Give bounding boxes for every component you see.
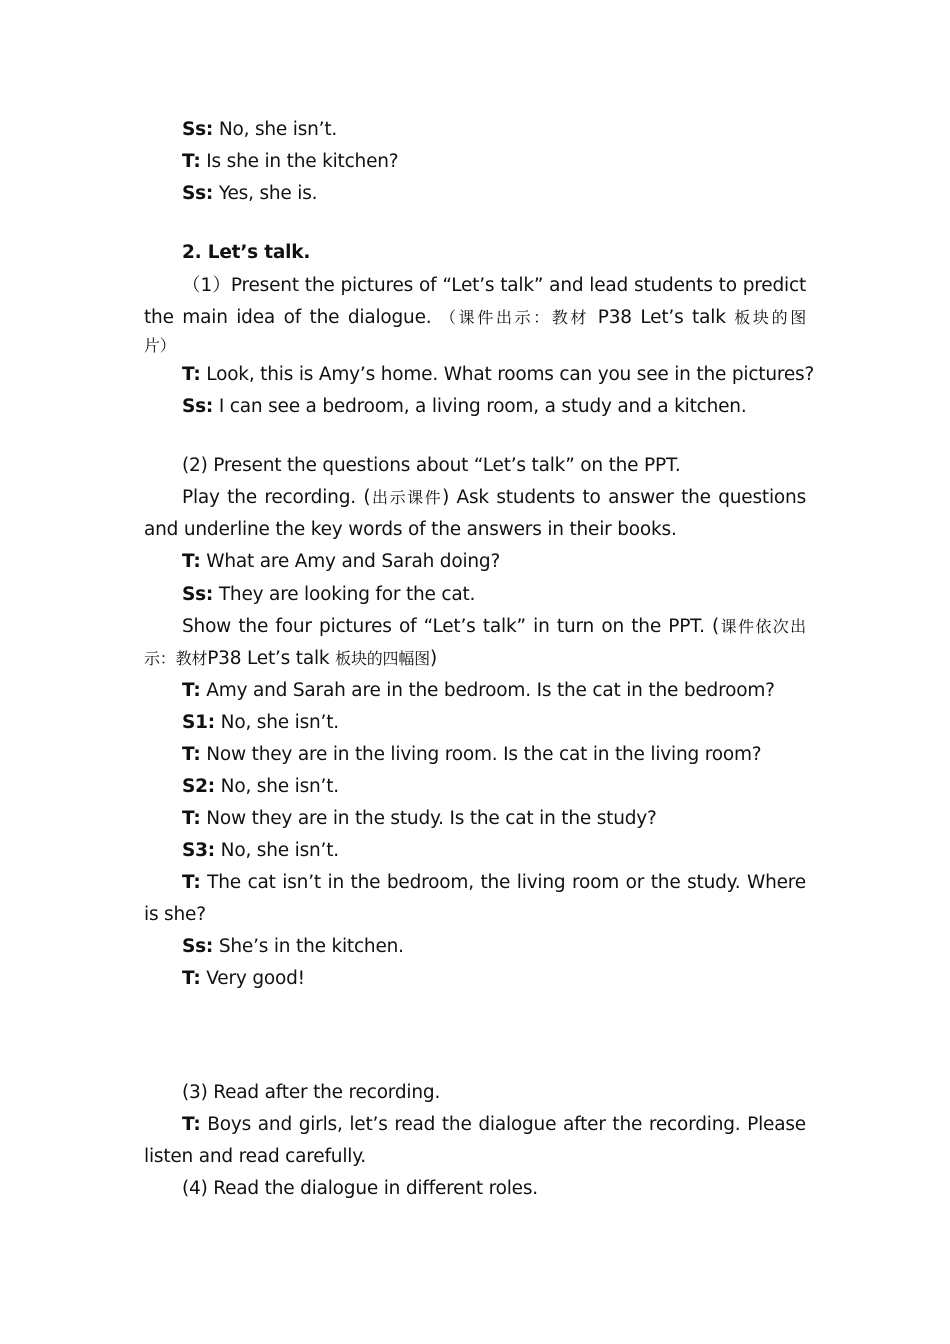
speaker-label: T: (182, 872, 201, 893)
paragraph-line: (2) Present the questions about “Let’s talk” on the PPT. (182, 455, 681, 476)
dialogue-line (182, 775, 339, 799)
line-text: Very good! (200, 968, 305, 989)
speaker-label: T: (182, 968, 201, 989)
line-text: Now they are in the study. Is the cat in the study? (200, 808, 657, 829)
line-text: No, she isn’t. (213, 119, 338, 140)
chinese-note: （课件出示：教材 (440, 308, 590, 327)
line-text: Play the recording. ( (182, 487, 371, 508)
speaker-label: Ss: (182, 119, 214, 140)
paragraph-line: is she? (144, 904, 206, 925)
dialogue-line (182, 1113, 806, 1137)
line-text: I can see a bedroom, a living room, a study and a kitchen. (213, 396, 747, 417)
paragraph-line: (4) Read the dialogue in different roles. (182, 1178, 538, 1199)
dialogue-line (182, 839, 339, 863)
chinese-note: 板块的图 (734, 308, 807, 327)
line-text: The cat isn’t in the bedroom, the living room or the study. Where (200, 872, 806, 893)
line-text: No, she isn’t. (215, 776, 339, 797)
dialogue-line (182, 395, 747, 419)
line-text: Look, this is Amy’s home. What rooms can you see in the pictures? (200, 364, 815, 385)
speaker-label: T: (182, 364, 201, 385)
speaker-label: T: (182, 151, 201, 172)
speaker-label: T: (182, 744, 201, 765)
paragraph-line (144, 647, 437, 671)
line-text: the main idea of the dialogue. (144, 307, 432, 328)
line-text: Amy and Sarah are in the bedroom. Is the cat in the bedroom? (200, 680, 775, 701)
line-text: No, she isn’t. (215, 840, 339, 861)
paragraph-line (144, 306, 806, 330)
speaker-label: T: (182, 808, 201, 829)
line-text: ) Ask students to answer the questions (442, 487, 807, 508)
chinese-note: 片） (144, 336, 176, 355)
dialogue-line (182, 743, 761, 767)
dialogue-line (182, 871, 806, 895)
chinese-note: 板块的四幅图 (335, 649, 430, 668)
speaker-label: Ss: (182, 936, 214, 957)
line-text: What are Amy and Sarah doing? (200, 551, 501, 572)
line-text: Is she in the kitchen? (200, 151, 399, 172)
dialogue-line (182, 967, 305, 991)
line-text: They are looking for the cat. (213, 584, 476, 605)
line-text: She’s in the kitchen. (213, 936, 404, 957)
paragraph-line: listen and read carefully. (144, 1146, 366, 1167)
line-text: Show the four pictures of “Let’s talk” in turn on the PPT. ( (182, 616, 720, 637)
line-text: P38 Let’s talk (207, 648, 330, 669)
dialogue-line (182, 550, 500, 574)
paragraph-line: （1）Present the pictures of “Let’s talk” and lead students to predict (182, 275, 806, 296)
speaker-label: Ss: (182, 584, 214, 605)
paragraph-line (182, 486, 806, 510)
line-text: ) (429, 648, 437, 669)
line-text: Now they are in the living room. Is the cat in the living room? (200, 744, 762, 765)
speaker-label: T: (182, 680, 201, 701)
paragraph-line: and underline the key words of the answers in their books. (144, 519, 677, 540)
paragraph-line (182, 615, 806, 639)
line-text: No, she isn’t. (215, 712, 339, 733)
dialogue-line (182, 711, 339, 735)
line-text: P38 Let’s talk (597, 307, 726, 328)
speaker-label: S1: (182, 712, 215, 733)
section-heading: 2. Let’s talk. (182, 242, 311, 263)
speaker-label: T: (182, 1114, 201, 1135)
dialogue-line (182, 679, 775, 703)
line-text: Yes, she is. (213, 183, 318, 204)
dialogue-line (182, 150, 398, 174)
dialogue-line (182, 182, 317, 206)
dialogue-line (182, 583, 475, 607)
speaker-label: Ss: (182, 183, 214, 204)
dialogue-line (182, 807, 657, 831)
dialogue-line (182, 935, 404, 959)
dialogue-line (182, 363, 814, 387)
chinese-note: 课件依次出 (719, 617, 806, 636)
chinese-note: 示：教材 (144, 649, 208, 668)
line-text: Boys and girls, let’s read the dialogue after the recording. Please (200, 1114, 806, 1135)
speaker-label: S2: (182, 776, 215, 797)
speaker-label: T: (182, 551, 201, 572)
speaker-label: S3: (182, 840, 215, 861)
chinese-note: 出示课件 (370, 488, 443, 507)
dialogue-line (182, 118, 337, 142)
paragraph-line: (3) Read after the recording. (182, 1082, 441, 1103)
speaker-label: Ss: (182, 396, 214, 417)
